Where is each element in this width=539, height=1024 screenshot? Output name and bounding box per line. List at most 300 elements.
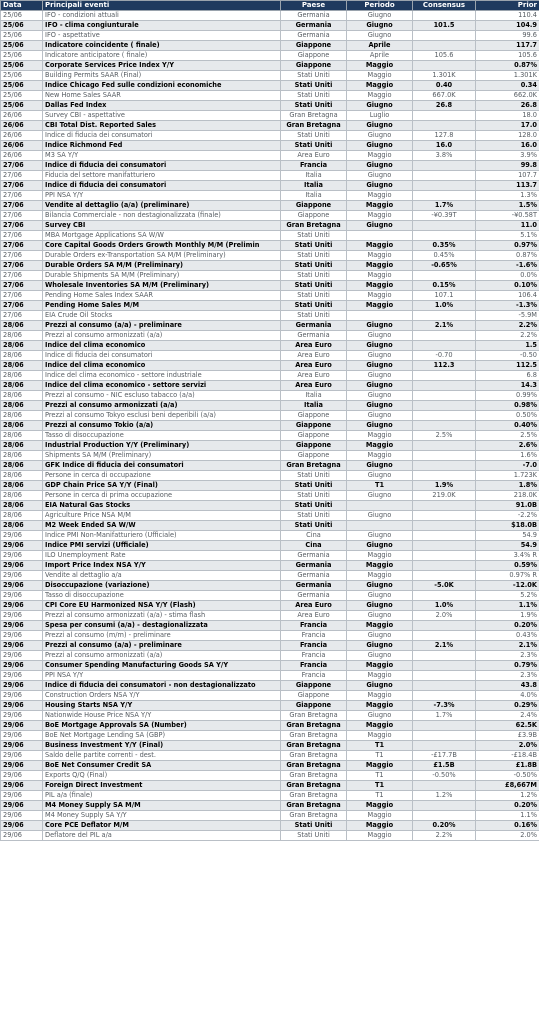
cell-country: Gran Bretagna [281, 711, 347, 721]
cell-period: Giugno [347, 371, 413, 381]
cell-country: Area Euro [281, 351, 347, 361]
table-row [1, 61, 539, 71]
table-row [1, 291, 539, 301]
cell-period: Maggio [347, 821, 413, 831]
cell-date: 29/06 [1, 661, 43, 671]
cell-period: Maggio [347, 451, 413, 461]
cell-country: Giappone [281, 61, 347, 71]
cell-date: 26/06 [1, 151, 43, 161]
cell-country: Stati Uniti [281, 291, 347, 301]
cell-country: Stati Uniti [281, 261, 347, 271]
cell-country: Francia [281, 661, 347, 671]
table-row [1, 371, 539, 381]
cell-consensus: 667.0K [413, 91, 476, 101]
cell-prior: 0.97% R [476, 571, 539, 581]
table-row [1, 101, 539, 111]
cell-date: 28/06 [1, 521, 43, 531]
cell-country: Giappone [281, 701, 347, 711]
cell-period: Maggio [347, 441, 413, 451]
cell-country: Germania [281, 31, 347, 41]
cell-prior: 17.0 [476, 121, 539, 131]
cell-consensus [413, 681, 476, 691]
cell-prior: 11.0 [476, 221, 539, 231]
table-row [1, 271, 539, 281]
cell-event: Foreign Direct Investment [43, 781, 281, 791]
table-row [1, 811, 539, 821]
cell-consensus: 2.0% [413, 611, 476, 621]
table-row [1, 181, 539, 191]
cell-date: 25/06 [1, 31, 43, 41]
table-row [1, 521, 539, 531]
cell-consensus: 1.301K [413, 71, 476, 81]
cell-period: Giugno [347, 141, 413, 151]
cell-country: Gran Bretagna [281, 791, 347, 801]
cell-date: 28/06 [1, 511, 43, 521]
cell-prior: 0.20% [476, 621, 539, 631]
table-row [1, 91, 539, 101]
cell-prior: 26.8 [476, 101, 539, 111]
cell-event: Indice PMI servizi (Ufficiale) [43, 541, 281, 551]
cell-date: 27/06 [1, 161, 43, 171]
cell-date: 26/06 [1, 121, 43, 131]
cell-period: Maggio [347, 701, 413, 711]
cell-country: Gran Bretagna [281, 221, 347, 231]
cell-country: Giappone [281, 431, 347, 441]
cell-consensus [413, 161, 476, 171]
cell-consensus [413, 381, 476, 391]
table-row [1, 471, 539, 481]
cell-date: 29/06 [1, 771, 43, 781]
cell-date: 28/06 [1, 441, 43, 451]
cell-country: Giappone [281, 421, 347, 431]
cell-country: Stati Uniti [281, 831, 347, 841]
cell-event: BoE Net Consumer Credit SA [43, 761, 281, 771]
cell-country: Gran Bretagna [281, 721, 347, 731]
cell-consensus [413, 331, 476, 341]
cell-date: 28/06 [1, 351, 43, 361]
cell-consensus [413, 471, 476, 481]
cell-period: Maggio [347, 691, 413, 701]
cell-consensus [413, 181, 476, 191]
cell-period: Giugno [347, 341, 413, 351]
cell-date: 29/06 [1, 571, 43, 581]
cell-period: Giugno [347, 101, 413, 111]
cell-country: Francia [281, 651, 347, 661]
table-row [1, 31, 539, 41]
cell-date: 27/06 [1, 231, 43, 241]
cell-country: Stati Uniti [281, 231, 347, 241]
cell-event: Indice del clima economico - settore servizi [43, 381, 281, 391]
table-row [1, 281, 539, 291]
cell-date: 27/06 [1, 171, 43, 181]
cell-consensus [413, 371, 476, 381]
cell-event: GFK Indice di fiducia dei consumatori [43, 461, 281, 471]
cell-event: Disoccupazione (variazione) [43, 581, 281, 591]
cell-consensus: -¥0.39T [413, 211, 476, 221]
cell-event: Shipments SA M/M (Preliminary) [43, 451, 281, 461]
table-row [1, 251, 539, 261]
table-row [1, 351, 539, 361]
cell-event: Indice di fiducia dei consumatori - non destagionalizzato [43, 681, 281, 691]
table-row [1, 261, 539, 271]
cell-prior: 218.0K [476, 491, 539, 501]
cell-period: Maggio [347, 281, 413, 291]
table-row [1, 481, 539, 491]
cell-prior: 1.8% [476, 481, 539, 491]
cell-country: Germania [281, 561, 347, 571]
cell-prior: -12.0K [476, 581, 539, 591]
cell-period: Giugno [347, 681, 413, 691]
cell-event: BoE Mortgage Approvals SA (Number) [43, 721, 281, 731]
cell-consensus [413, 461, 476, 471]
cell-event: Construction Orders NSA Y/Y [43, 691, 281, 701]
cell-prior: 2.4% [476, 711, 539, 721]
cell-prior: 2.3% [476, 651, 539, 661]
cell-period: Maggio [347, 431, 413, 441]
table-row [1, 421, 539, 431]
cell-period: Giugno [347, 631, 413, 641]
table-row [1, 451, 539, 461]
cell-prior: 0.97% [476, 241, 539, 251]
cell-consensus [413, 501, 476, 511]
cell-country: Stati Uniti [281, 71, 347, 81]
cell-consensus [413, 781, 476, 791]
cell-date: 28/06 [1, 481, 43, 491]
cell-event: Deflatore del PIL a/a [43, 831, 281, 841]
cell-date: 29/06 [1, 581, 43, 591]
cell-prior: 113.7 [476, 181, 539, 191]
cell-event: Persone in cerca di occupazione [43, 471, 281, 481]
cell-prior: 0.43% [476, 631, 539, 641]
cell-prior: 2.3% [476, 671, 539, 681]
cell-prior: 4.0% [476, 691, 539, 701]
cell-period: Giugno [347, 31, 413, 41]
cell-prior: 110.4 [476, 11, 539, 21]
cell-date: 29/06 [1, 741, 43, 751]
table-row [1, 541, 539, 551]
cell-event: Survey CBI - aspettative [43, 111, 281, 121]
cell-prior: -0.50% [476, 771, 539, 781]
cell-consensus: 1.9% [413, 481, 476, 491]
cell-country: Gran Bretagna [281, 731, 347, 741]
table-row [1, 171, 539, 181]
cell-event: Prezzi al consumo - NIC escluso tabacco (a/a) [43, 391, 281, 401]
table-row [1, 781, 539, 791]
cell-consensus [413, 661, 476, 671]
cell-prior: 0.79% [476, 661, 539, 671]
cell-period: Giugno [347, 351, 413, 361]
cell-date: 25/06 [1, 61, 43, 71]
cell-country: Francia [281, 641, 347, 651]
cell-prior: 43.8 [476, 681, 539, 691]
cell-consensus [413, 671, 476, 681]
table-row [1, 571, 539, 581]
cell-date: 29/06 [1, 651, 43, 661]
cell-country: Germania [281, 581, 347, 591]
cell-country: Germania [281, 11, 347, 21]
cell-consensus: 101.5 [413, 21, 476, 31]
cell-date: 25/06 [1, 71, 43, 81]
table-row [1, 311, 539, 321]
cell-event: Spesa per consumi (a/a) - destagionalizzata [43, 621, 281, 631]
cell-date: 28/06 [1, 391, 43, 401]
cell-date: 29/06 [1, 831, 43, 841]
cell-consensus [413, 121, 476, 131]
cell-date: 25/06 [1, 51, 43, 61]
cell-event: Import Price Index NSA Y/Y [43, 561, 281, 571]
cell-prior: £3.9B [476, 731, 539, 741]
cell-prior: 0.99% [476, 391, 539, 401]
cell-period [347, 501, 413, 511]
cell-prior: 2.1% [476, 641, 539, 651]
cell-consensus [413, 551, 476, 561]
cell-period: Maggio [347, 801, 413, 811]
cell-date: 27/06 [1, 181, 43, 191]
cell-prior: 2.5% [476, 431, 539, 441]
cell-prior: 0.50% [476, 411, 539, 421]
cell-period: Giugno [347, 391, 413, 401]
cell-date: 27/06 [1, 211, 43, 221]
cell-consensus [413, 691, 476, 701]
cell-prior: 0.20% [476, 801, 539, 811]
cell-period: Maggio [347, 561, 413, 571]
cell-consensus: -£17.7B [413, 751, 476, 761]
cell-country: Gran Bretagna [281, 121, 347, 131]
table-row [1, 361, 539, 371]
header-date: Data [1, 1, 43, 11]
cell-date: 28/06 [1, 491, 43, 501]
cell-consensus [413, 221, 476, 231]
cell-period: Giugno [347, 641, 413, 651]
cell-country: Stati Uniti [281, 521, 347, 531]
cell-country: Gran Bretagna [281, 111, 347, 121]
cell-consensus: 2.5% [413, 431, 476, 441]
cell-consensus: 2.1% [413, 321, 476, 331]
cell-consensus [413, 271, 476, 281]
cell-consensus: -7.3% [413, 701, 476, 711]
table-row [1, 831, 539, 841]
cell-consensus: -5.0K [413, 581, 476, 591]
table-row [1, 821, 539, 831]
header-consensus: Consensus [413, 1, 476, 11]
cell-country: Stati Uniti [281, 271, 347, 281]
cell-consensus [413, 801, 476, 811]
cell-date: 29/06 [1, 631, 43, 641]
table-row [1, 201, 539, 211]
cell-date: 29/06 [1, 721, 43, 731]
cell-prior: 662.0K [476, 91, 539, 101]
cell-event: Prezzi al consumo (a/a) - preliminare [43, 321, 281, 331]
cell-period: Maggio [347, 61, 413, 71]
cell-consensus [413, 11, 476, 21]
cell-event: Tasso di disoccupazione [43, 591, 281, 601]
table-row [1, 801, 539, 811]
cell-country: Stati Uniti [281, 91, 347, 101]
cell-country: Giappone [281, 51, 347, 61]
table-row [1, 81, 539, 91]
cell-date: 25/06 [1, 101, 43, 111]
cell-country: Giappone [281, 201, 347, 211]
cell-event: ILO Unemployment Rate [43, 551, 281, 561]
cell-event: Durable Orders SA M/M (Preliminary) [43, 261, 281, 271]
cell-event: Indice Richmond Fed [43, 141, 281, 151]
cell-country: Germania [281, 551, 347, 561]
cell-event: Pending Home Sales Index SAAR [43, 291, 281, 301]
cell-period: Maggio [347, 831, 413, 841]
cell-period: T1 [347, 741, 413, 751]
table-row [1, 161, 539, 171]
cell-prior: 1.1% [476, 811, 539, 821]
cell-country: Gran Bretagna [281, 761, 347, 771]
table-row [1, 651, 539, 661]
cell-event: Business Investment Y/Y (Final) [43, 741, 281, 751]
cell-event: Prezzi al consumo armonizzati (a/a) - stima flash [43, 611, 281, 621]
cell-consensus: 0.20% [413, 821, 476, 831]
cell-prior: 99.6 [476, 31, 539, 41]
cell-prior: £8,667M [476, 781, 539, 791]
cell-country: Gran Bretagna [281, 801, 347, 811]
cell-country: Cina [281, 531, 347, 541]
cell-date: 27/06 [1, 271, 43, 281]
cell-consensus [413, 421, 476, 431]
cell-prior: 1.723K [476, 471, 539, 481]
table-row [1, 151, 539, 161]
cell-country: Stati Uniti [281, 311, 347, 321]
cell-prior: 2.2% [476, 321, 539, 331]
cell-prior: -0.50 [476, 351, 539, 361]
cell-country: Italia [281, 191, 347, 201]
cell-prior: 0.0% [476, 271, 539, 281]
cell-prior: 105.6 [476, 51, 539, 61]
cell-consensus: 105.6 [413, 51, 476, 61]
cell-prior: $18.0B [476, 521, 539, 531]
cell-period: Giugno [347, 711, 413, 721]
cell-date: 29/06 [1, 731, 43, 741]
cell-country: Stati Uniti [281, 141, 347, 151]
cell-event: Prezzi al consumo armonizzati (a/a) [43, 401, 281, 411]
cell-date: 28/06 [1, 451, 43, 461]
cell-prior: 1.5% [476, 201, 539, 211]
cell-date: 29/06 [1, 751, 43, 761]
cell-date: 25/06 [1, 21, 43, 31]
cell-prior: -£18.4B [476, 751, 539, 761]
cell-consensus: 1.0% [413, 601, 476, 611]
cell-event: Prezzi al consumo (a/a) - preliminare [43, 641, 281, 651]
cell-consensus [413, 731, 476, 741]
cell-date: 25/06 [1, 11, 43, 21]
cell-date: 28/06 [1, 431, 43, 441]
cell-date: 29/06 [1, 791, 43, 801]
cell-country: Stati Uniti [281, 81, 347, 91]
cell-period: Maggio [347, 761, 413, 771]
table-row [1, 751, 539, 761]
cell-consensus [413, 561, 476, 571]
cell-period: Giugno [347, 471, 413, 481]
cell-prior: 2.0% [476, 831, 539, 841]
cell-prior: 1.9% [476, 611, 539, 621]
cell-country: Giappone [281, 41, 347, 51]
cell-consensus [413, 191, 476, 201]
cell-period: Maggio [347, 251, 413, 261]
cell-date: 28/06 [1, 401, 43, 411]
cell-event: Fiducia del settore manifatturiero [43, 171, 281, 181]
cell-country: Germania [281, 21, 347, 31]
table-row [1, 631, 539, 641]
cell-date: 29/06 [1, 621, 43, 631]
cell-country: Francia [281, 671, 347, 681]
cell-period: Maggio [347, 151, 413, 161]
table-row [1, 551, 539, 561]
cell-period: Giugno [347, 511, 413, 521]
cell-consensus [413, 591, 476, 601]
cell-prior: -2.2% [476, 511, 539, 521]
cell-event: Exports Q/Q (Final) [43, 771, 281, 781]
cell-period: Maggio [347, 661, 413, 671]
cell-event: Wholesale Inventories SA M/M (Preliminary) [43, 281, 281, 291]
cell-period: Maggio [347, 291, 413, 301]
cell-period: Maggio [347, 211, 413, 221]
cell-prior: 106.4 [476, 291, 539, 301]
cell-event: M2 Week Ended SA W/W [43, 521, 281, 531]
cell-date: 25/06 [1, 91, 43, 101]
table-row [1, 771, 539, 781]
cell-country: Cina [281, 541, 347, 551]
cell-date: 29/06 [1, 551, 43, 561]
table-row [1, 791, 539, 801]
cell-period: Giugno [347, 611, 413, 621]
cell-prior: -¥0.58T [476, 211, 539, 221]
cell-date: 27/06 [1, 281, 43, 291]
cell-period: T1 [347, 791, 413, 801]
cell-country: Francia [281, 631, 347, 641]
cell-period: Maggio [347, 621, 413, 631]
cell-country: Gran Bretagna [281, 751, 347, 761]
cell-period: Giugno [347, 461, 413, 471]
table-row [1, 641, 539, 651]
cell-consensus [413, 531, 476, 541]
cell-event: Prezzi al consumo Tokio (a/a) [43, 421, 281, 431]
table-row [1, 301, 539, 311]
cell-date: 28/06 [1, 331, 43, 341]
table-row [1, 221, 539, 231]
cell-date: 29/06 [1, 821, 43, 831]
cell-period: Maggio [347, 551, 413, 561]
cell-date: 28/06 [1, 381, 43, 391]
table-row [1, 461, 539, 471]
table-row [1, 241, 539, 251]
cell-consensus [413, 341, 476, 351]
cell-consensus [413, 741, 476, 751]
cell-event: EIA Natural Gas Stocks [43, 501, 281, 511]
cell-event: Core PCE Deflator M/M [43, 821, 281, 831]
cell-prior: -1.3% [476, 301, 539, 311]
cell-date: 29/06 [1, 681, 43, 691]
cell-period: Maggio [347, 811, 413, 821]
cell-country: Stati Uniti [281, 131, 347, 141]
cell-country: Area Euro [281, 611, 347, 621]
cell-event: CPI Core EU Harmonized NSA Y/Y (Flash) [43, 601, 281, 611]
cell-period: T1 [347, 751, 413, 761]
cell-date: 29/06 [1, 701, 43, 711]
cell-date: 28/06 [1, 321, 43, 331]
cell-period: Maggio [347, 191, 413, 201]
cell-date: 29/06 [1, 691, 43, 701]
cell-prior: 2.6% [476, 441, 539, 451]
cell-event: PIL a/a (finale) [43, 791, 281, 801]
cell-country: Gran Bretagna [281, 811, 347, 821]
table-row [1, 51, 539, 61]
cell-date: 28/06 [1, 361, 43, 371]
